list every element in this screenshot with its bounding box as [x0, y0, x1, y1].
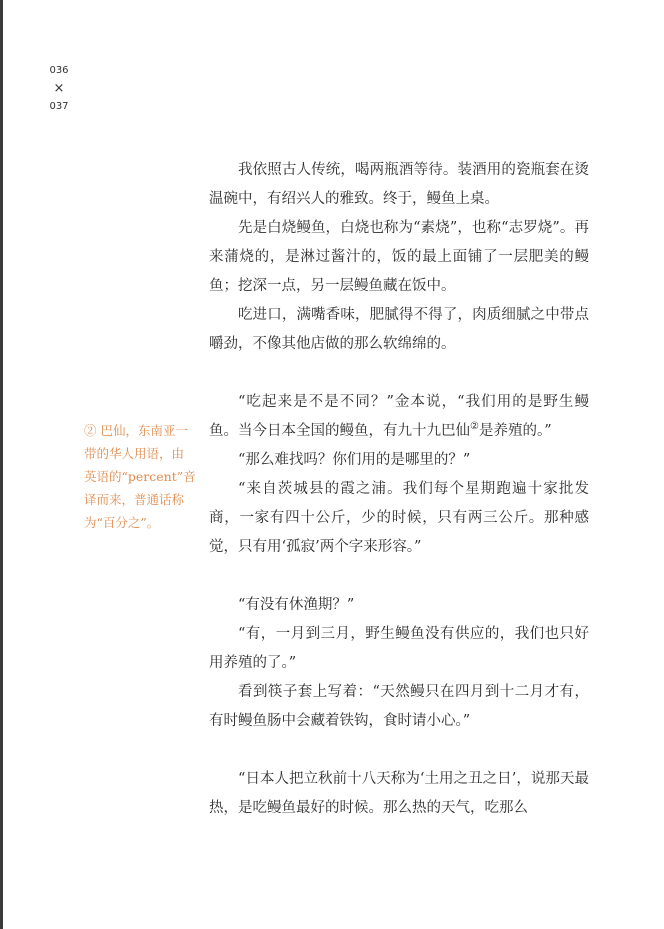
- paragraph: 看到筷子套上写着：“天然鳗只在四月到十二月才有，有时鳗鱼肠中会藏着铁钩，食时请小心。”: [209, 684, 589, 729]
- footnote: [84, 419, 196, 534]
- paragraph: [209, 388, 589, 446]
- page-edge: [0, 0, 3, 929]
- paragraph: “来自茨城县的霞之浦。我们每个星期跑遍十家批发商，一家有四十公斤，少的时候，只有两三公斤。那种感觉，只有用‘孤寂’两个字来形容。”: [209, 481, 589, 555]
- paragraph: “那么难找吗？你们用的是哪里的？”: [238, 452, 471, 468]
- page-number-separator: ×: [53, 81, 65, 96]
- right-page-number: 037: [49, 101, 69, 112]
- paragraph-text: 是养殖的。”: [478, 423, 552, 439]
- paragraph: 我依照古人传统，喝两瓶酒等待。装酒用的瓷瓶套在烫温碗中，有绍兴人的雅致。终于，鳗鱼上桌。: [209, 162, 589, 207]
- paragraph: 先是白烧鳗鱼，白烧也称为“素烧”，也称“志罗烧”。再来蒲烧的，是淋过酱汁的，饭的最上面铺了一层肥美的鳗鱼；挖深一点，另一层鳗鱼藏在饭中。: [209, 220, 589, 294]
- paragraph: “有没有休渔期？”: [238, 597, 355, 613]
- main-text: [209, 156, 589, 823]
- page-numbers: [44, 62, 74, 116]
- left-page-number: 036: [49, 65, 69, 76]
- footnote-text: ② 巴仙，东南亚一带的华人用语，由英语的“percent”音译而来，普通话称为“百分之”。: [84, 423, 196, 530]
- paragraph: “有，一月到三月，野生鳗鱼没有供应的，我们也只好用养殖的了。”: [209, 626, 589, 671]
- footnote-reference: ②: [470, 421, 479, 433]
- paragraph: 吃进口，满嘴香味，肥腻得不得了，肉质细腻之中带点嚼劲，不像其他店做的那么软绵绵的。: [209, 307, 589, 352]
- paragraph: “日本人把立秋前十八天称为‘土用之丑之日’，说那天最热，是吃鳗鱼最好的时候。那么热的天气，吃那么: [209, 771, 589, 816]
- paragraph-text: “吃起来是不是不同？”金本说，“我们用的是野生鳗鱼。当今日本全国的鳗鱼，有九十九巴仙: [209, 394, 589, 439]
